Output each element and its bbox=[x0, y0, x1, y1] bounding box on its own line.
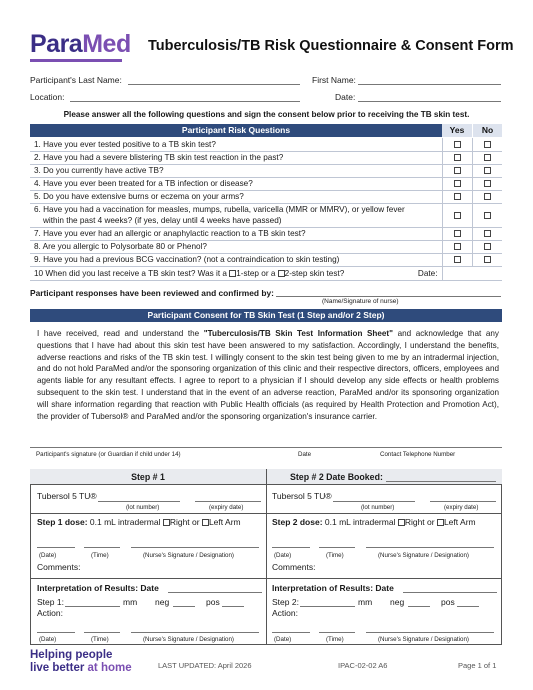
form-title: Tuberculosis/TB Risk Questionnaire & Consent Form bbox=[148, 38, 514, 54]
consent-info-sheet: "Tuberculosis/TB Skin Test Information Sheet" bbox=[203, 329, 393, 338]
mm-label: mm bbox=[358, 597, 373, 607]
step1-interp-date-field[interactable] bbox=[168, 583, 262, 593]
q10-date-label: Date: bbox=[417, 268, 438, 278]
step1-result-date-field[interactable] bbox=[37, 623, 75, 633]
question-text: 5. Do you have extensive burns or eczema on your arms? bbox=[30, 190, 442, 203]
step2-time-field[interactable] bbox=[319, 538, 355, 548]
pos-label: pos bbox=[206, 597, 220, 607]
nurse-signature-caption: (Nurse's Signature / Designation) bbox=[378, 552, 469, 559]
review-label: Participant responses have been reviewed and confirmed by: bbox=[30, 288, 274, 298]
yes-checkbox[interactable] bbox=[454, 256, 461, 263]
question-text bbox=[30, 203, 442, 227]
question-text: 3. Do you currently have active TB? bbox=[30, 164, 442, 177]
yes-checkbox[interactable] bbox=[454, 212, 461, 219]
q10-date-field[interactable] bbox=[442, 266, 502, 280]
no-checkbox[interactable] bbox=[484, 180, 491, 187]
slogan-accent: at home bbox=[87, 662, 132, 674]
question-row bbox=[30, 164, 502, 177]
left-arm-label: Left Arm bbox=[208, 517, 241, 527]
step1-neg-field[interactable] bbox=[173, 597, 195, 607]
question-text: 8. Are you allergic to Polysorbate 80 or Phenol? bbox=[30, 240, 442, 253]
page-number: Page 1 of 1 bbox=[458, 661, 497, 670]
question-row bbox=[30, 253, 502, 266]
slogan-line2: live better bbox=[30, 662, 88, 674]
logo-underline bbox=[30, 59, 122, 62]
right-arm-label: Right or bbox=[404, 517, 437, 527]
nurse-caption: (Name/Signature of nurse) bbox=[322, 298, 399, 305]
step1-nurse-field[interactable] bbox=[131, 538, 259, 548]
yes-checkbox[interactable] bbox=[454, 230, 461, 237]
form-code: IPAC-02-02 A6 bbox=[338, 661, 388, 670]
question-row bbox=[30, 266, 502, 280]
neg-label: neg bbox=[390, 597, 405, 607]
consent-text-part: and acknowledge that any questions that I have had about this skin test have been answered to my satisfaction. Accordingly, I understand the benefits, adverse reactions and risks of the TB skin test. I willingly consent to the skin test being given to me by an intradermal injection, and do not hold ParaMed and/or the sponsoring organization of this clinic and their respective directors, officers, employees and agents liable for any resultant effects. I agree to report to a physician if I should develop any side effects or health problems subsequent to the skin test. I understand that in the event of an adverse reaction, ParaMed and/or its sponsoring organization will share information regarding that reaction with Public Health officials (as required by Health Protection and Promotion Act), the provider of Tubersol® and ParaMed and/or the sponsoring organization's insurance carrier. bbox=[37, 329, 499, 421]
phone-caption: Contact Telephone Number bbox=[380, 451, 456, 458]
yes-checkbox[interactable] bbox=[454, 243, 461, 250]
step1-expiry-caption: (expiry date) bbox=[209, 504, 244, 511]
signature-line[interactable] bbox=[30, 447, 502, 448]
yes-checkbox[interactable] bbox=[454, 154, 461, 161]
participant-signature-caption: Participant's signature (or Guardian if child under 14) bbox=[36, 451, 181, 458]
no-checkbox[interactable] bbox=[484, 230, 491, 237]
nurse-signature-caption: (Nurse's Signature / Designation) bbox=[143, 636, 234, 643]
step1-result-label: Step 1: bbox=[37, 597, 64, 607]
question-row bbox=[30, 151, 502, 164]
no-checkbox[interactable] bbox=[484, 212, 491, 219]
step2-interp-date-field[interactable] bbox=[403, 583, 497, 593]
step2-nurse-field[interactable] bbox=[366, 538, 494, 548]
dose-text: 0.1 mL intradermal bbox=[322, 517, 398, 527]
step2-right-arm-checkbox[interactable] bbox=[398, 519, 405, 526]
step2-result-nurse-field[interactable] bbox=[366, 623, 494, 633]
no-column-header: No bbox=[472, 124, 502, 137]
pos-label: pos bbox=[441, 597, 455, 607]
no-checkbox[interactable] bbox=[484, 154, 491, 161]
step2-date-field[interactable] bbox=[272, 538, 310, 548]
row-divider bbox=[30, 513, 502, 514]
step1-interp-label: Interpretation of Results: Date bbox=[37, 583, 159, 593]
step1-dose bbox=[37, 517, 241, 527]
question-row bbox=[30, 190, 502, 203]
step1-right-arm-checkbox[interactable] bbox=[163, 519, 170, 526]
step2-result-date-field[interactable] bbox=[272, 623, 310, 633]
question-text: 1. Have you ever tested positive to a TB skin test? bbox=[30, 138, 442, 151]
two-step-checkbox[interactable] bbox=[278, 270, 285, 277]
question-text bbox=[30, 266, 442, 280]
step2-dose-label: Step 2 dose: bbox=[272, 517, 323, 527]
date-label: Date: bbox=[335, 92, 356, 102]
nurse-signature-caption: (Nurse's Signature / Designation) bbox=[143, 552, 234, 559]
risk-table-header: Participant Risk Questions bbox=[30, 124, 442, 137]
step2-expiry-field[interactable] bbox=[430, 492, 496, 502]
date-caption: (Date) bbox=[39, 552, 57, 559]
step2-result-label: Step 2: bbox=[272, 597, 299, 607]
step1-result-nurse-field[interactable] bbox=[131, 623, 259, 633]
step2-lot-caption: (lot number) bbox=[361, 504, 395, 511]
step1-left-arm-checkbox[interactable] bbox=[202, 519, 209, 526]
step1-tubersol-label: Tubersol 5 TU® bbox=[37, 491, 97, 501]
step2-interp-label: Interpretation of Results: Date bbox=[272, 583, 394, 593]
right-arm-label: Right or bbox=[169, 517, 202, 527]
step2-comments: Comments: bbox=[272, 562, 316, 572]
yes-checkbox[interactable] bbox=[454, 141, 461, 148]
no-checkbox[interactable] bbox=[484, 256, 491, 263]
dose-text: 0.1 mL intradermal bbox=[87, 517, 163, 527]
step2-mm-field[interactable] bbox=[300, 597, 355, 607]
date-field[interactable] bbox=[358, 92, 501, 102]
question-line: within the past 4 weeks? (if yes, delay until 4 weeks have passed) bbox=[43, 216, 282, 225]
nurse-signature-caption: (Nurse's Signature / Designation) bbox=[378, 636, 469, 643]
date-caption: (Date) bbox=[274, 552, 292, 559]
no-checkbox[interactable] bbox=[484, 243, 491, 250]
step1-result-time-field[interactable] bbox=[84, 623, 120, 633]
step2-lot-field[interactable] bbox=[333, 492, 415, 502]
question-line: 6. Have you had a vaccination for measles, mumps, rubella, varicella (MMR or MMRV), or yellow fever bbox=[34, 205, 405, 214]
step1-action-label: Action: bbox=[37, 608, 63, 618]
step2-title: Step # 2 Date Booked: bbox=[290, 472, 383, 482]
step1-lot-caption: (lot number) bbox=[126, 504, 160, 511]
step1-date-field[interactable] bbox=[37, 538, 75, 548]
step2-left-arm-checkbox[interactable] bbox=[437, 519, 444, 526]
yes-checkbox[interactable] bbox=[454, 167, 461, 174]
risk-questions-table bbox=[30, 138, 502, 281]
yes-checkbox[interactable] bbox=[454, 193, 461, 200]
no-checkbox[interactable] bbox=[484, 193, 491, 200]
question-row bbox=[30, 227, 502, 240]
time-caption: (Time) bbox=[91, 552, 109, 559]
step1-pos-field[interactable] bbox=[222, 597, 244, 607]
yes-column-header: Yes bbox=[442, 124, 472, 137]
consent-header: Participant Consent for TB Skin Test (1 Step and/or 2 Step) bbox=[30, 309, 502, 322]
mm-label: mm bbox=[123, 597, 138, 607]
step1-lot-field[interactable] bbox=[98, 492, 180, 502]
nurse-signature-field[interactable] bbox=[276, 287, 501, 297]
question-text: 7. Have you ever had an allergic or anaphylactic reaction to a TB skin test? bbox=[30, 227, 442, 240]
step2-result-time-field[interactable] bbox=[319, 623, 355, 633]
step2-expiry-caption: (expiry date) bbox=[444, 504, 479, 511]
left-arm-label: Left Arm bbox=[443, 517, 476, 527]
step2-dose bbox=[272, 517, 476, 527]
question-row bbox=[30, 240, 502, 253]
question-row bbox=[30, 177, 502, 190]
q10-one-step-label: 1-step or a bbox=[236, 268, 276, 278]
first-name-label: First Name: bbox=[312, 75, 356, 85]
step2-tubersol-label: Tubersol 5 TU® bbox=[272, 491, 332, 501]
question-text: 2. Have you had a severe blistering TB skin test reaction in the past? bbox=[30, 151, 442, 164]
question-text: 9. Have you had a previous BCG vaccination? (not a contraindication to skin testing) bbox=[30, 253, 442, 266]
question-row bbox=[30, 203, 502, 227]
q10-two-step-label: 2-step skin test? bbox=[284, 268, 345, 278]
last-updated: LAST UPDATED: April 2026 bbox=[158, 661, 252, 670]
paramed-logo: ParaMed bbox=[30, 30, 131, 58]
instructions: Please answer all the following questions and sign the consent below prior to receiving the TB skin test. bbox=[63, 110, 470, 119]
consent-text bbox=[37, 328, 499, 422]
row-divider bbox=[30, 578, 502, 579]
yes-checkbox[interactable] bbox=[454, 180, 461, 187]
steps-divider bbox=[266, 469, 267, 645]
time-caption: (Time) bbox=[326, 636, 344, 643]
no-checkbox[interactable] bbox=[484, 141, 491, 148]
question-text: 4. Have you ever been treated for a TB infection or disease? bbox=[30, 177, 442, 190]
first-name-field[interactable] bbox=[358, 75, 501, 85]
last-name-label: Participant's Last Name: bbox=[30, 75, 122, 85]
time-caption: (Time) bbox=[91, 636, 109, 643]
date-caption: (Date) bbox=[39, 636, 57, 643]
q10-text: 10 When did you last receive a TB skin test? Was it a bbox=[34, 268, 227, 278]
step1-dose-label: Step 1 dose: bbox=[37, 517, 88, 527]
neg-label: neg bbox=[155, 597, 170, 607]
step2-neg-field[interactable] bbox=[408, 597, 430, 607]
step2-pos-field[interactable] bbox=[457, 597, 479, 607]
step1-mm-field[interactable] bbox=[65, 597, 120, 607]
consent-text-part: I have received, read and understand the bbox=[37, 329, 204, 338]
last-name-field[interactable] bbox=[128, 75, 300, 85]
step1-comments: Comments: bbox=[37, 562, 81, 572]
location-label: Location: bbox=[30, 92, 65, 102]
no-checkbox[interactable] bbox=[484, 167, 491, 174]
location-field[interactable] bbox=[70, 92, 300, 102]
step1-title: Step # 1 bbox=[131, 472, 165, 482]
date-caption: (Date) bbox=[274, 636, 292, 643]
question-row bbox=[30, 138, 502, 151]
time-caption: (Time) bbox=[326, 552, 344, 559]
signature-date-caption: Date bbox=[298, 451, 312, 458]
step2-action-label: Action: bbox=[272, 608, 298, 618]
step1-time-field[interactable] bbox=[84, 538, 120, 548]
step2-date-booked-field[interactable] bbox=[386, 472, 496, 482]
step1-expiry-field[interactable] bbox=[195, 492, 261, 502]
footer-slogan bbox=[30, 649, 132, 675]
slogan-line1: Helping people bbox=[30, 649, 113, 661]
